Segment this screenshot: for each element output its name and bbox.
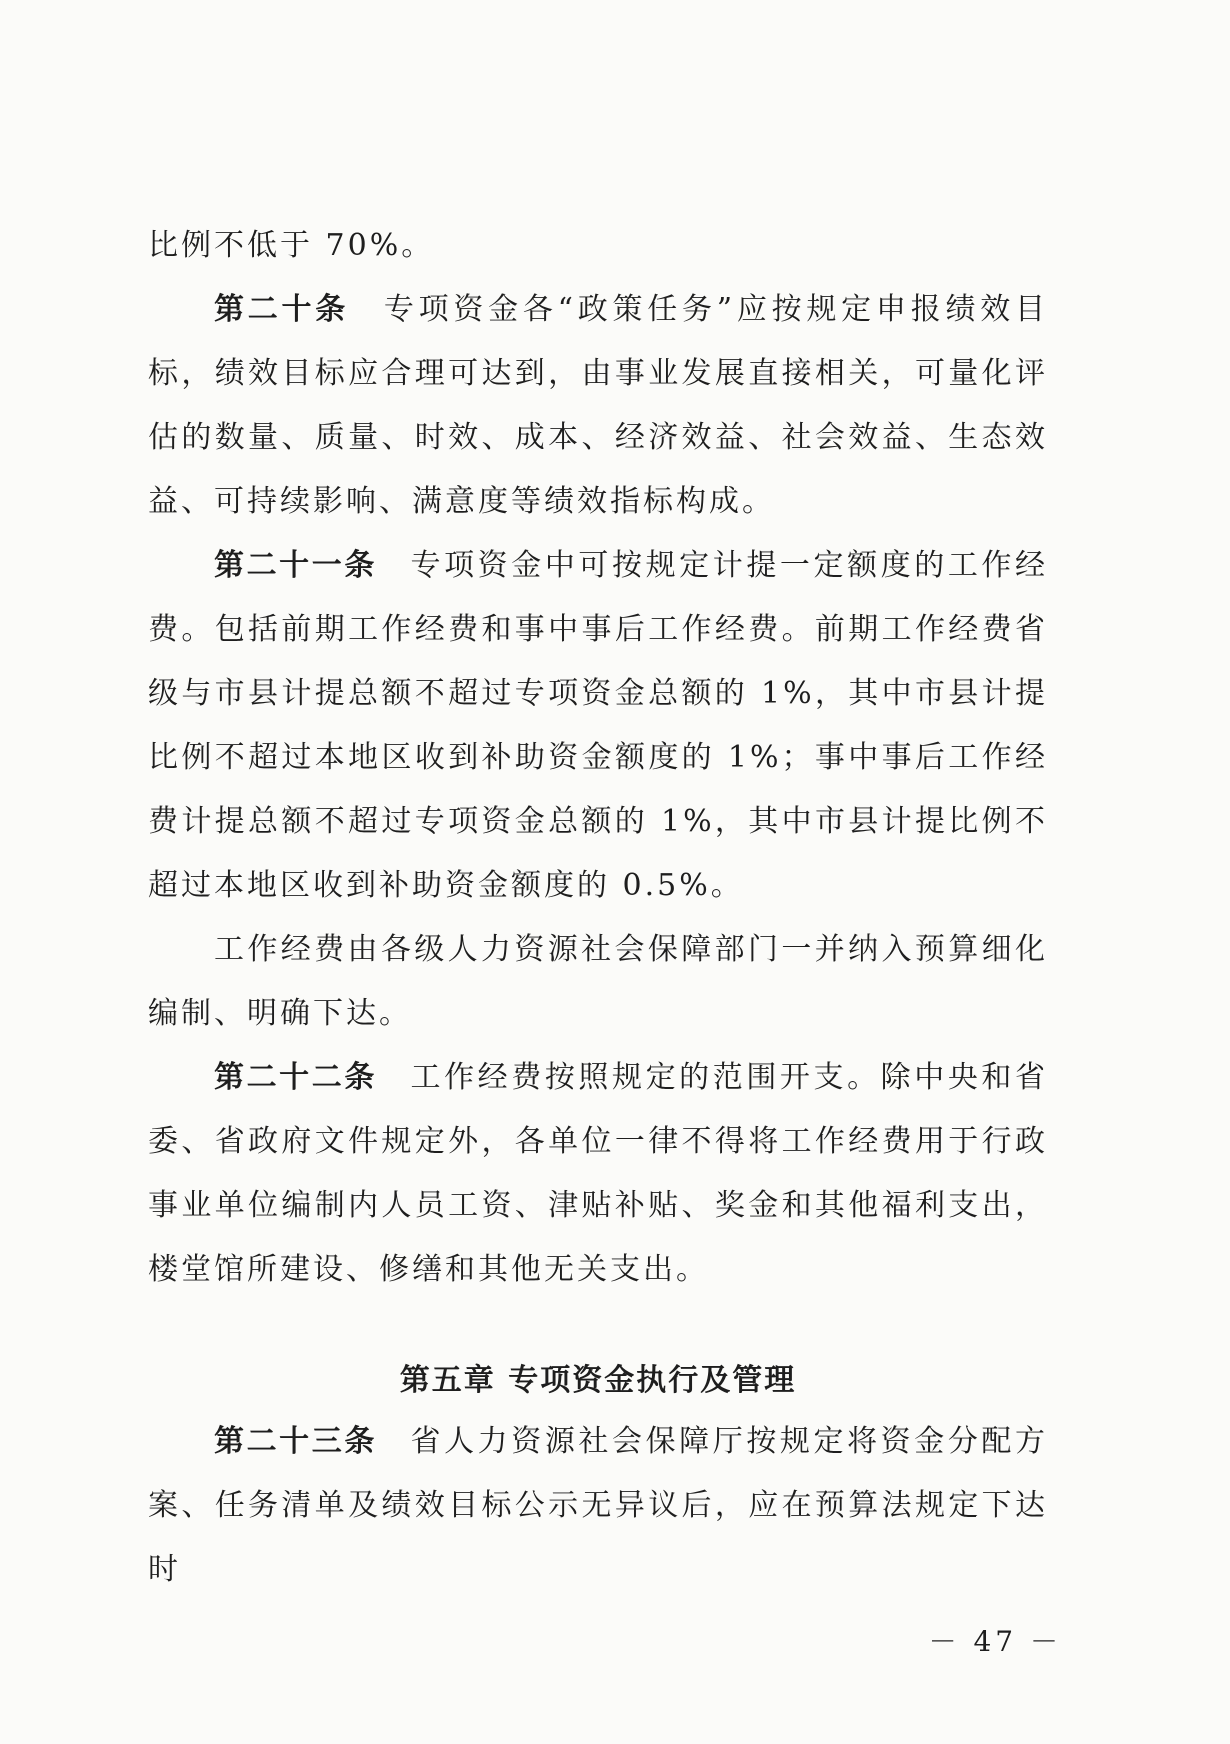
continuation-paragraph: 比例不低于 70%。 xyxy=(148,228,435,263)
article-21 xyxy=(148,534,1048,918)
article-23-text: 省人力资源社会保障厅按规定将资金分配方案、任务清单及绩效目标公示无异议后，应在预算法规定下达时 xyxy=(148,1424,1049,1587)
page-number: － 47 － xyxy=(928,1625,1062,1658)
article-23-heading: 第二十三条 xyxy=(214,1424,377,1459)
body-text-bottom xyxy=(148,1410,1048,1602)
article-20-text: 专项资金各“政策任务”应按规定申报绩效目标，绩效目标应合理可达到，由事业发展直接相关，可量化评估的数量、质量、时效、成本、经济效益、社会效益、生态效益、可持续影响、满意度等绩效指标构成。 xyxy=(148,292,1048,519)
article-21-text: 专项资金中可按规定计提一定额度的工作经费。包括前期工作经费和事中事后工作经费。前期工作经费省级与市县计提总额不超过专项资金总额的 1%，其中市县计提比例不超过本地区收到补助资金额度的 1%；事中事后工作经费计提总额不超过专项资金总额的 1%，其中市县计提比例不超过本地区收到补助资金额度的 0.5%。 xyxy=(148,548,1049,903)
article-22-text: 工作经费按照规定的范围开支。除中央和省委、省政府文件规定外，各单位一律不得将工作经费用于行政事业单位编制内人员工资、津贴补贴、奖金和其他福利支出，楼堂馆所建设、修缮和其他无关支出。 xyxy=(148,1060,1049,1287)
article-22-heading: 第二十二条 xyxy=(214,1060,377,1095)
body-text-top xyxy=(148,214,1048,1302)
article-20 xyxy=(148,278,1048,534)
article-20-heading: 第二十条 xyxy=(214,292,350,327)
work-funds-paragraph: 工作经费由各级人力资源社会保障部门一并纳入预算细化编制、明确下达。 xyxy=(148,932,1048,1031)
article-22 xyxy=(148,1046,1048,1302)
article-23 xyxy=(148,1410,1048,1602)
chapter-title: 第五章 专项资金执行及管理 xyxy=(399,1363,797,1398)
article-21-heading: 第二十一条 xyxy=(214,548,377,583)
